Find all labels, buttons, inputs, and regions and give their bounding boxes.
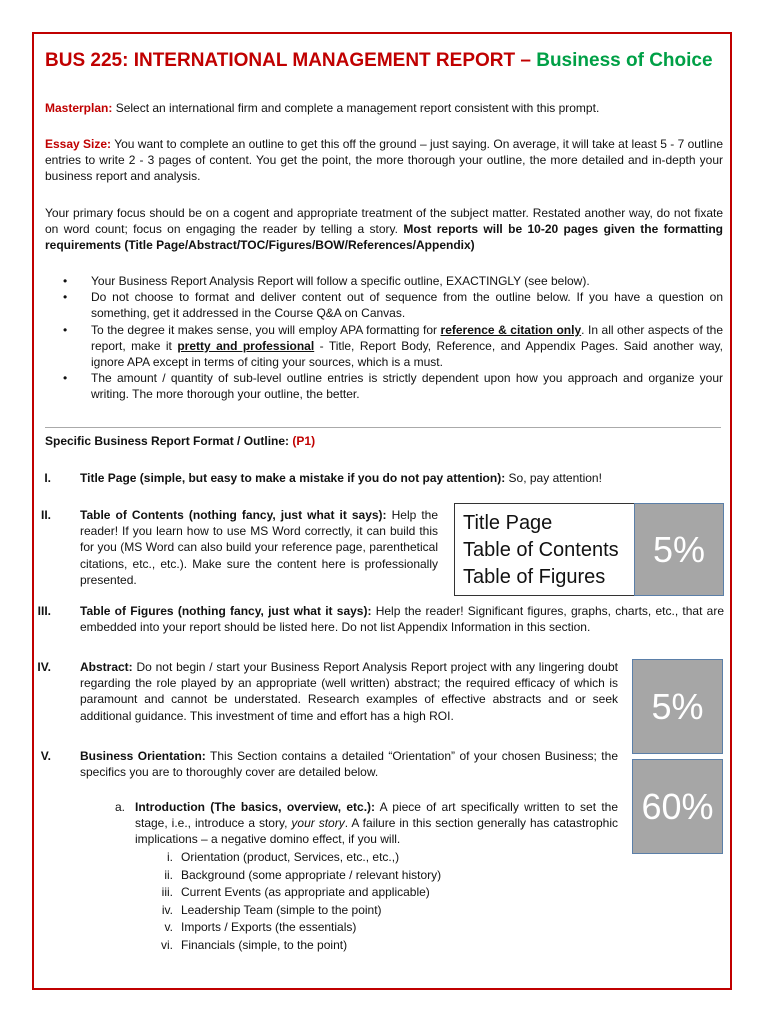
list-item: ii. Background (some appropriate / relevant history) bbox=[164, 867, 442, 882]
essay-size-label: Essay Size: bbox=[45, 137, 112, 151]
list-item: i. Orientation (product, Services, etc., etc.,) bbox=[167, 850, 400, 864]
toc-box-line: Table of Contents bbox=[463, 539, 619, 561]
weight-badge-orientation: 60% bbox=[632, 759, 723, 854]
outline-section-title-page: I. Title Page (simple, but easy to make a mistake if you do not pay attention): So, pay attention! bbox=[44, 471, 602, 485]
guidelines-list bbox=[45, 273, 723, 403]
masterplan-label: Masterplan: bbox=[45, 101, 113, 115]
essay-size-paragraph bbox=[45, 136, 723, 185]
list-item: iv. Leadership Team (simple to the point) bbox=[161, 902, 382, 917]
focus-bold: Most reports will be 10-20 pages given the formatting requirements (Title Page/Abstract/TOC/Figures/BOW/References/Appendix) bbox=[45, 222, 723, 253]
outline-section-toc: II. Table of Contents (nothing fancy, just what it says): Help the reader! If you learn how to use MS Word correctly, it can build this for you (MS Word can also build your reference page, parenthetical citations, etc., etc.). Make sure the content here is professionally presented. bbox=[40, 508, 439, 587]
title-accent: Business of Choice bbox=[536, 50, 713, 71]
toc-box-line: Title Page bbox=[463, 512, 553, 534]
weight-badge-abstract: 5% bbox=[632, 659, 723, 754]
list-item: iii. Current Events (as appropriate and applicable) bbox=[161, 885, 430, 900]
bullet-item: • Your Business Report Analysis Report will follow a specific outline, EXACTINGLY (see below). bbox=[45, 273, 723, 289]
bullet-item: • To the degree it makes sense, you will employ APA formatting for reference & citation only. In all other aspects of the report, make it pretty and professional - Title, Report Body, Reference, and Appendix Pages. Said another way, ignore APA except in terms of citing your sources, which is a must. bbox=[45, 322, 723, 371]
page-title bbox=[45, 50, 713, 72]
outline-heading: Specific Business Report Format / Outline: (P1) bbox=[45, 434, 316, 448]
weight-badge-front-matter: 5% bbox=[634, 503, 724, 596]
bullet-item: • The amount / quantity of sub-level outline entries is strictly dependent upon how you approach and organize your writing. The more thorough your outline, the better. bbox=[45, 370, 723, 402]
bullet-item: • Do not choose to format and deliver content out of sequence from the outline below. If you have a question on something, get it addressed in the Course Q&A on Canvas. bbox=[45, 289, 723, 321]
list-item: v. Imports / Exports (the essentials) bbox=[164, 920, 357, 935]
focus-text: Your primary focus should be on a cogent and appropriate treatment of the subject matter. Restated another way, do not fixate on word count; focus on engaging the reader by telling a story. bbox=[45, 206, 723, 237]
list-item: vi. Financials (simple, to the point) bbox=[161, 937, 348, 952]
masterplan-text: Select an international firm and complete a management report consistent with this prompt. bbox=[112, 101, 600, 115]
essay-size-text: You want to complete an outline to get this off the ground – just saying. On average, it will take at least 5 - 7 outline entries to write 2 - 3 pages of content. You get the point, the more thorough your outline, the more detailed and in-depth your business report and analysis. bbox=[45, 137, 723, 184]
outline-section-figures: III. Table of Figures (nothing fancy, just what it says): Help the reader! Significant figures, graphs, charts, etc., that are embedded into your report should be listed here. Do not list Appendix Information in this section. bbox=[37, 604, 724, 635]
toc-box-line: Table of Figures bbox=[463, 566, 606, 588]
toc-summary-box bbox=[454, 503, 635, 596]
outline-section-orientation: V. Business Orientation: This Section contains a detailed “Orientation” of your chosen Business; the specifics you are to thoroughly cover are detailed below. bbox=[40, 749, 618, 780]
introduction-items bbox=[147, 849, 567, 955]
outline-tag: (P1) bbox=[292, 434, 316, 448]
masterplan-paragraph bbox=[45, 100, 725, 116]
outline-section-abstract: IV. Abstract: Do not begin / start your Business Report Analysis Report project with any lingering doubt regarding the role played by an appropriate (well written) abstract; the required efficacy of which is paramount and cannot be understated. Research examples of effective abstracts and or seek additional guidance. This investment of time and effort has a high ROI. bbox=[37, 660, 618, 723]
subsection-introduction: a. Introduction (The basics, overview, etc.): A piece of art specifically written to set the stage, i.e., introduce a story, your story. A failure in this section generally has catastrophic implications – a negative domino effect, if you will. bbox=[115, 800, 618, 847]
title-main: BUS 225: INTERNATIONAL MANAGEMENT REPORT – bbox=[45, 50, 537, 71]
section-divider bbox=[45, 427, 721, 428]
focus-paragraph bbox=[45, 205, 723, 254]
